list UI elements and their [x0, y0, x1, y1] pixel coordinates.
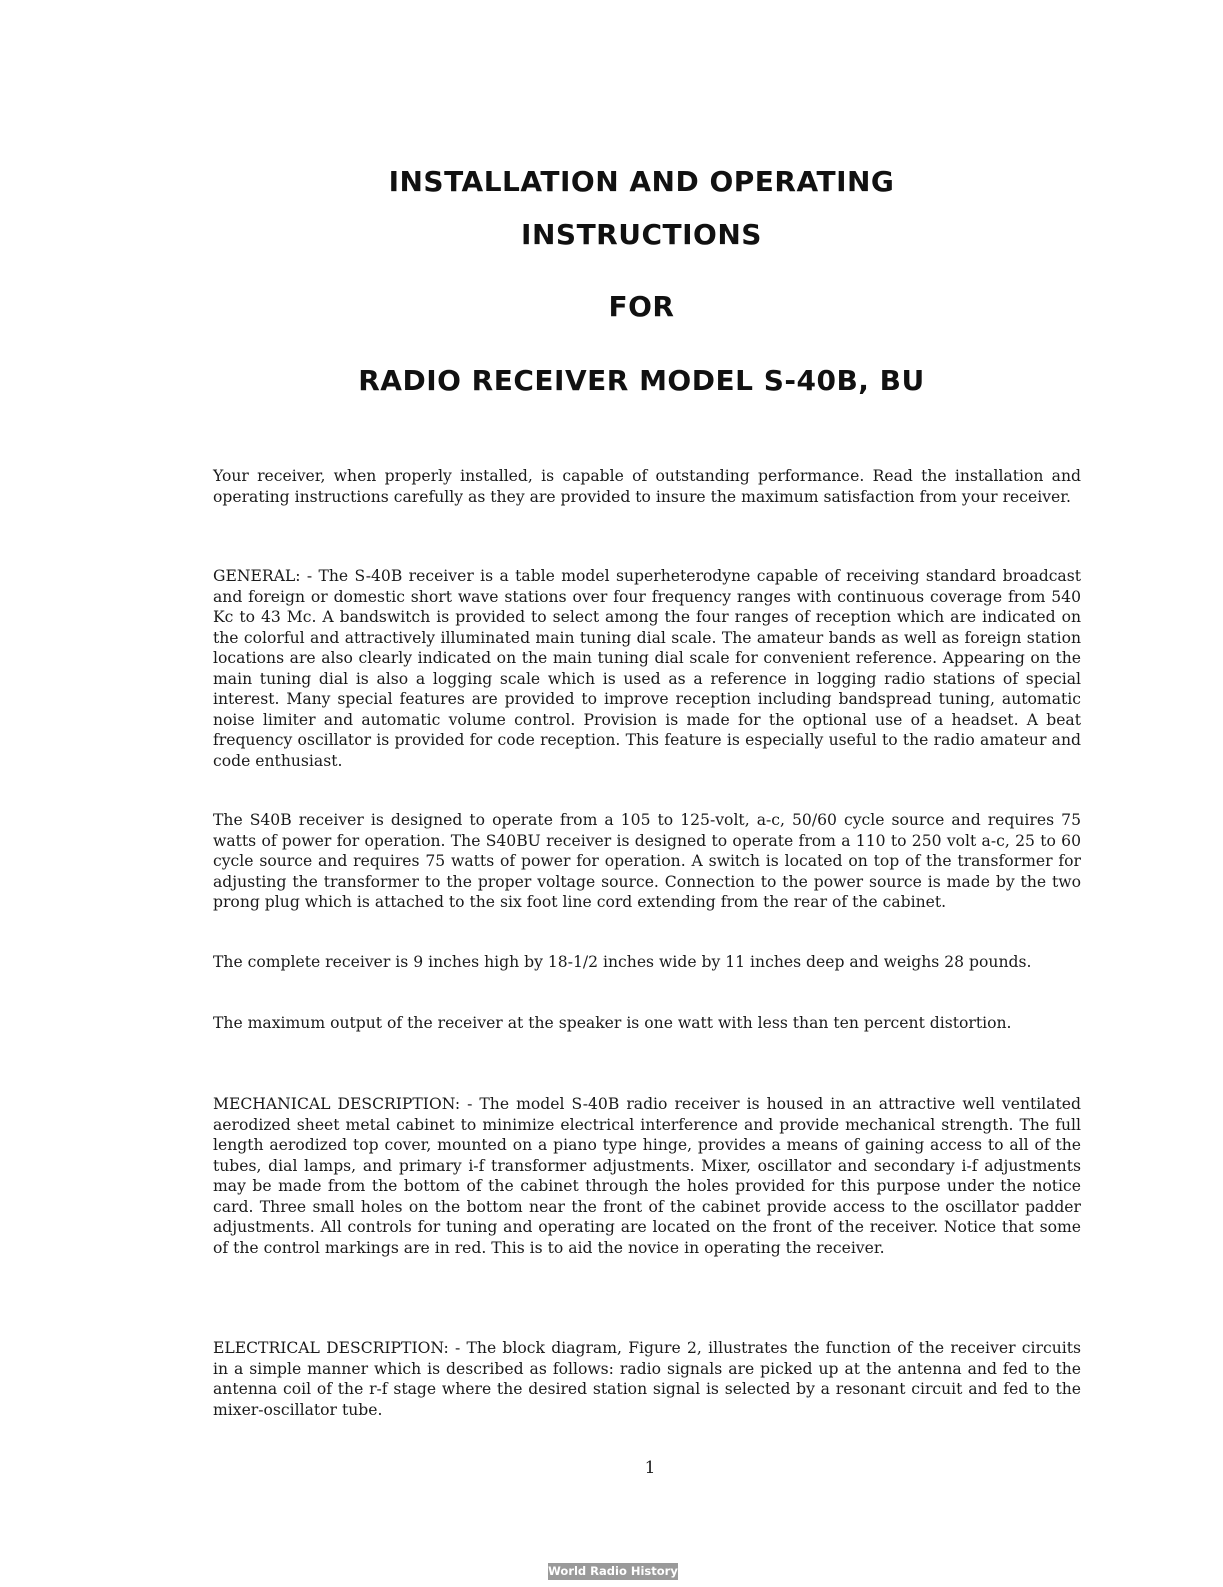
title-line-4: RADIO RECEIVER MODEL S-40B, BU: [358, 364, 925, 397]
title-line-2: INSTRUCTIONS: [521, 218, 762, 251]
mechanical-description-paragraph: MECHANICAL DESCRIPTION: - The model S-40B radio receiver is housed in an attractive well ventilated aerodized sheet metal cabinet to minimize electrical interference and provide mechanical strength. The full length aerodized top cover, mounted on a piano type hinge, provides a means of gaining access to all of the tubes, dial lamps, and primary i-f transformer adjustments. Mixer, oscillator and secondary i-f adjustments may be made from the bottom of the cabinet through the holes provided for this purpose under the notice card. Three small holes on the bottom near the front of the cabinet provide access to the oscillator padder adjustments. All controls for tuning and operating are located on the front of the receiver. Notice that some of the control markings are in red. This is to aid the novice in operating the receiver.: [213, 1095, 1081, 1257]
watermark-badge: World Radio History: [548, 1564, 678, 1578]
power-paragraph: The S40B receiver is designed to operate from a 105 to 125-volt, a-c, 50/60 cycle source and requires 75 watts of power for operation. The S40BU receiver is designed to operate from a 110 to 250 volt a-c, 25 to 60 cycle source and requires 75 watts of power for operation. A switch is located on top of the transformer for adjusting the transformer to the proper voltage source. Connection to the power source is made by the two prong plug which is attached to the six foot line cord extending from the rear of the cabinet.: [213, 811, 1081, 911]
page-number: 1: [644, 1458, 656, 1478]
title-line-3: FOR: [608, 290, 675, 323]
title-line-1: INSTALLATION AND OPERATING: [388, 165, 895, 198]
electrical-description-paragraph: ELECTRICAL DESCRIPTION: - The block diagram, Figure 2, illustrates the function of the receiver circuits in a simple manner which is described as follows: radio signals are picked up at the antenna and fed to the antenna coil of the r-f stage where the desired station signal is selected by a resonant circuit and fed to the mixer-oscillator tube.: [213, 1339, 1081, 1419]
general-paragraph: GENERAL: - The S-40B receiver is a table model superheterodyne capable of receiving standard broadcast and foreign or domestic short wave stations over four frequency ranges with continuous coverage from 540 Kc to 43 Mc. A bandswitch is provided to select among the four ranges of reception which are indicated on the colorful and attractively illuminated main tuning dial scale. The amateur bands as well as foreign station locations are also clearly indicated on the main tuning dial scale for convenient reference. Appearing on the main tuning dial is also a logging scale which is used as a reference in logging radio stations of special interest. Many special features are provided to improve reception including bandspread tuning, automatic noise limiter and automatic volume control. Provision is made for the optional use of a headset. A beat frequency oscillator is provided for code reception. This feature is especially useful to the radio amateur and code enthusiast.: [213, 567, 1081, 770]
intro-paragraph: Your receiver, when properly installed, is capable of outstanding performance. Read the installation and operating instructions carefully as they are provided to insure the maximum satisfaction from your receiver.: [213, 467, 1081, 506]
output-paragraph: The maximum output of the receiver at the speaker is one watt with less than ten percent distortion.: [213, 1014, 1012, 1032]
size-paragraph: The complete receiver is 9 inches high by 18-1/2 inches wide by 11 inches deep and weighs 28 pounds.: [213, 953, 1032, 971]
